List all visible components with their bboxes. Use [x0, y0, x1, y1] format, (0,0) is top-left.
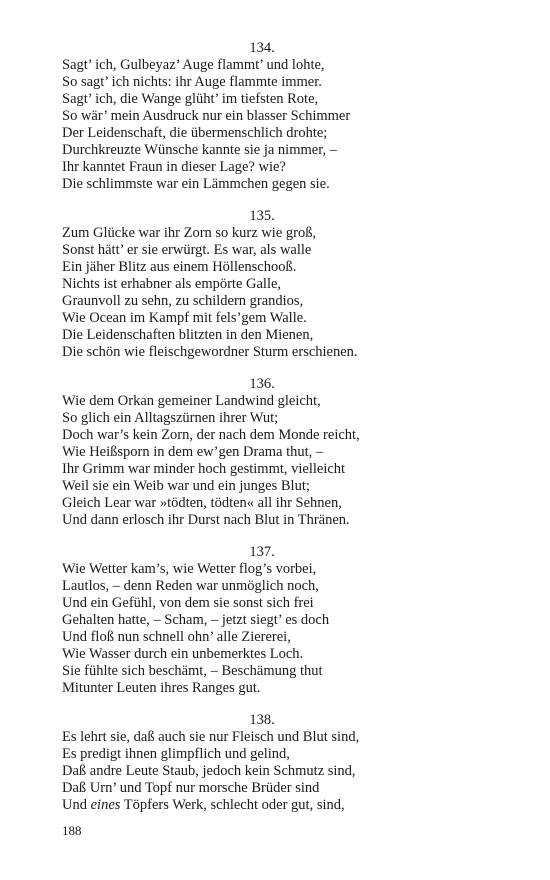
verse-line: Der Leidenschaft, die übermenschlich drohte; — [62, 125, 328, 141]
verse-line: Wie Heißsporn in dem ew’gen Drama thut, – — [62, 444, 324, 460]
page-number: 188 — [62, 823, 82, 838]
stanza-138 — [62, 712, 502, 814]
verse-line — [62, 797, 502, 814]
verse-line: Und floß nun schnell ohn’ alle Ziererei, — [62, 629, 291, 645]
verse-line: Wie dem Orkan gemeiner Landwind gleicht, — [62, 393, 321, 409]
verse-line: Ein jäher Blitz aus einem Höllenschooß. — [62, 259, 297, 275]
verse-line: Die schön wie fleischgewordner Sturm erschienen. — [62, 344, 358, 360]
verse-line: Graunvoll zu sehn, zu schildern grandios, — [62, 293, 304, 309]
verse-line: Und ein Gefühl, von dem sie sonst sich frei — [62, 595, 314, 611]
verse-line: Gehalten hatte, – Scham, – jetzt siegt’ es doch — [62, 612, 330, 628]
verse-line: So wär’ mein Ausdruck nur ein blasser Schimmer — [62, 108, 351, 124]
verse-line: Durchkreuzte Wünsche kannte sie ja nimmer, – — [62, 142, 337, 158]
verse-line: Es lehrt sie, daß auch sie nur Fleisch und Blut sind, — [62, 729, 360, 745]
verse-line: Die Leidenschaften blitzten in den Mienen, — [62, 327, 314, 343]
verse-line: Daß Urn’ und Topf nur morsche Brüder sind — [62, 780, 320, 796]
stanza-number: 136. — [249, 376, 275, 392]
verse-line: Es predigt ihnen glimpflich und gelind, — [62, 746, 290, 762]
emphasized-word: eines — [90, 797, 121, 813]
verse-line: Nichts ist erhabner als empörte Galle, — [62, 276, 282, 292]
poem-page — [62, 40, 502, 829]
stanza-number: 138. — [249, 712, 275, 728]
verse-line: Gleich Lear war »tödten, tödten« all ihr Sehnen, — [62, 495, 342, 511]
verse-line: Lautlos, – denn Reden war unmöglich noch, — [62, 578, 319, 594]
verse-line: Wie Wetter kam’s, wie Wetter flog’s vorbei, — [62, 561, 317, 577]
verse-line: Weil sie ein Weib war und ein junges Blut; — [62, 478, 310, 494]
verse-line: So glich ein Alltagszürnen ihrer Wut; — [62, 410, 279, 426]
stanza-134 — [62, 40, 502, 193]
verse-line: Zum Glücke war ihr Zorn so kurz wie groß, — [62, 225, 317, 241]
verse-line: Wie Wasser durch ein unbemerktes Loch. — [62, 646, 304, 662]
verse-line: Wie Ocean im Kampf mit fels’gem Walle. — [62, 310, 307, 326]
verse-line: Mitunter Leuten ihres Ranges gut. — [62, 680, 261, 696]
verse-line: Sonst hätt’ er sie erwürgt. Es war, als walle — [62, 242, 312, 258]
verse-text: Und — [62, 797, 91, 813]
verse-text: Töpfers Werk, schlecht oder gut, sind, — [120, 797, 345, 813]
verse-line: Die schlimmste war ein Lämmchen gegen sie. — [62, 176, 330, 192]
verse-line: Daß andre Leute Staub, jedoch kein Schmutz sind, — [62, 763, 356, 779]
stanza-135 — [62, 208, 502, 361]
stanza-136 — [62, 376, 502, 529]
verse-line: Ihr kanntet Fraun in dieser Lage? wie? — [62, 159, 286, 175]
stanza-number: 135. — [249, 208, 275, 224]
verse-line: Sagt’ ich, die Wange glüht’ im tiefsten Rote, — [62, 91, 319, 107]
verse-line: Ihr Grimm war minder hoch gestimmt, vielleicht — [62, 461, 346, 477]
stanza-number: 137. — [249, 544, 275, 560]
stanza-137 — [62, 544, 502, 697]
stanza-number: 134. — [249, 40, 275, 56]
verse-line: Sagt’ ich, Gulbeyaz’ Auge flammt’ und lohte, — [62, 57, 325, 73]
verse-line: Doch war’s kein Zorn, der nach dem Monde reicht, — [62, 427, 360, 443]
verse-line: Sie fühlte sich beschämt, – Beschämung thut — [62, 663, 323, 679]
verse-line: Und dann erlosch ihr Durst nach Blut in Thränen. — [62, 512, 350, 528]
verse-line: So sagt’ ich nichts: ihr Auge flammte immer. — [62, 74, 322, 90]
